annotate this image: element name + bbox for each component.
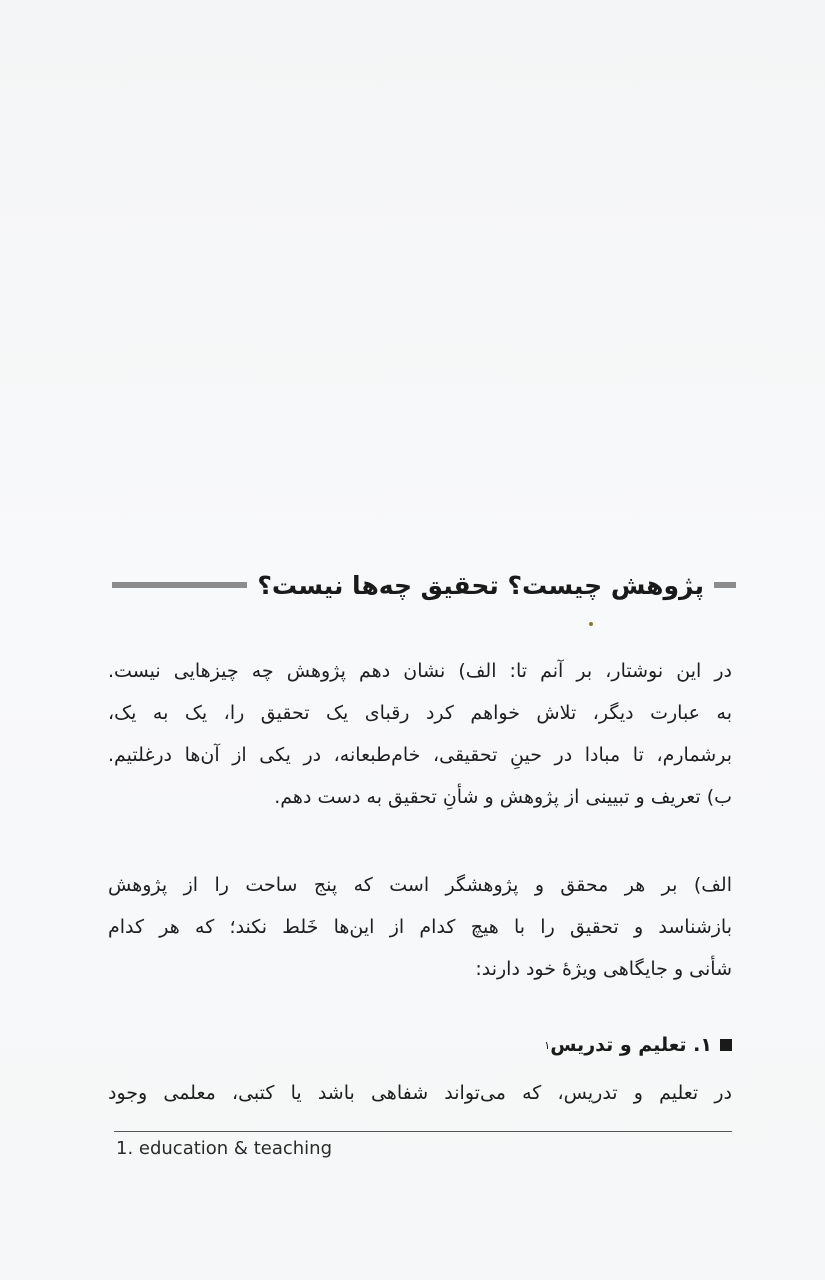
paragraph-line: به عبارت دیگر، تلاش خواهم کرد رقبای یک تحقیق را، یک به یک، bbox=[108, 702, 732, 724]
footnote-text: 1. education & teaching bbox=[116, 1138, 332, 1159]
paragraph-line: برشمارم، تا مبادا در حینِ تحقیقی، خام‌طبعانه، در یکی از آن‌ها درغلتیم. bbox=[108, 744, 732, 766]
heading-rule-left bbox=[112, 582, 247, 588]
paragraph-line: الف) بر هر محقق و پژوهشگر است که پنج ساحت را از پژوهش bbox=[108, 874, 732, 896]
print-speck bbox=[589, 622, 593, 626]
footnote-divider bbox=[114, 1131, 732, 1132]
chapter-heading bbox=[112, 560, 736, 610]
bullet-square-icon bbox=[720, 1039, 732, 1051]
paragraph-line: ب) تعریف و تبیینی از پژوهش و شأنِ تحقیق به دست دهم. bbox=[274, 786, 732, 808]
paragraph-intro bbox=[108, 650, 732, 818]
section-title: ۱. تعلیم و تدریس bbox=[550, 1034, 712, 1056]
section-body-line: در تعلیم و تدریس، که می‌تواند شفاهی باشد یا کتبی، معلمی وجود bbox=[108, 1082, 732, 1104]
paragraph-line: بازشناسد و تحقیق را با هیچ کدام از این‌ها خَلط نکند؛ که هر کدام bbox=[108, 916, 732, 938]
paragraph-line: در این نوشتار، بر آنم تا: الف) نشان دهم پژوهش چه چیزهایی نیست. bbox=[108, 660, 732, 682]
paragraph-line: شأنی و جایگاهی ویژهٔ خود دارند: bbox=[475, 958, 732, 980]
heading-rule-right bbox=[714, 582, 736, 588]
footnote-marker: ۱ bbox=[544, 1038, 551, 1052]
heading-title: پژوهش چیست؟ تحقیق چه‌ها نیست؟ bbox=[257, 570, 704, 600]
section-heading bbox=[108, 1034, 732, 1056]
paragraph-five-realms bbox=[108, 864, 732, 990]
